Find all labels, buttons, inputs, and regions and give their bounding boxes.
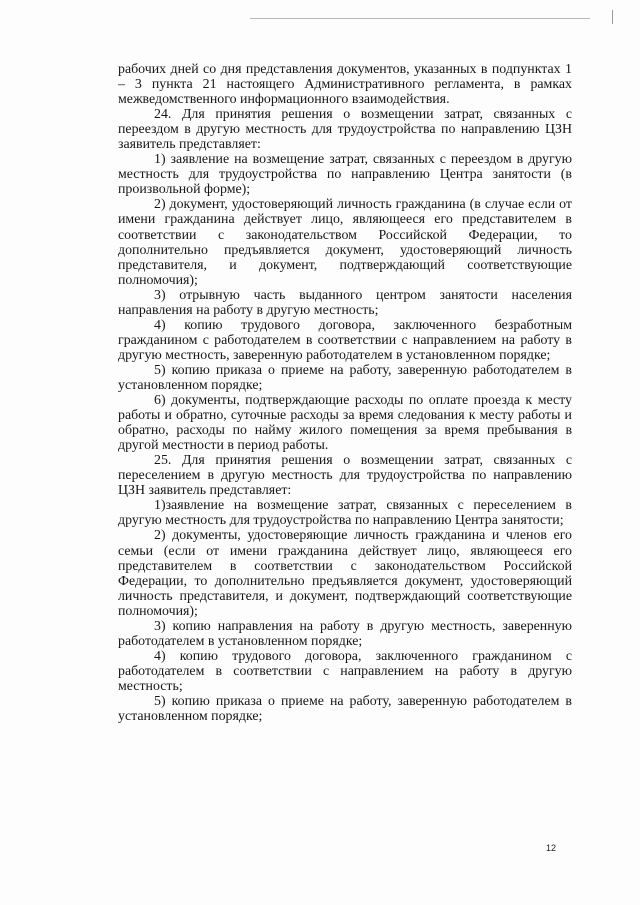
document-body [118,62,572,724]
paragraph-24-1: 1) заявление на возмещение затрат, связанных с переездом в другую местность для трудоустройства по направлению Центра занятости (в произвольной форме); [118,152,572,198]
paragraph-25-4: 4) копию трудового договора, заключенного гражданином с работодателем в соответствии с направлением на работу в другую местность; [118,648,572,694]
paragraph-24-5: 5) копию приказа о приеме на работу, заверенную работодателем в установленном порядке; [118,362,572,393]
page-number: 12 [546,843,557,853]
paragraph-24-6: 6) документы, подтверждающие расходы по оплате проезда к месту работы и обратно, суточные расходы за время следования к месту работы и обратно, расходы по найму жилого помещения за время пребывания в другой местности в период работы. [118,393,572,454]
paragraph-continuation: рабочих дней со дня представления документов, указанных в подпунктах 1 – 3 пункта 21 настоящего Административного регламента, в рамках межведомственного информационного взаимодействия. [118,62,572,108]
paragraph-25-2: 2) документы, удостоверяющие личность гражданина и членов его семьи (если от имени гражданина действует лицо, являющееся его представителем в соответствии с законодательством Российской Федерации, то дополнительно предъявляется документ, удостоверяющий личность представителя, и документ, подтверждающий соответствующие полномочия); [118,528,572,619]
paragraph-item-25: 25. Для принятия решения о возмещении затрат, связанных с переселением в другую местность для трудоустройства по направлению ЦЗН заявитель представляет: [118,453,572,499]
paragraph-24-3: 3) отрывную часть выданного центром занятости населения направления на работу в другую местность; [118,287,572,318]
paragraph-25-5: 5) копию приказа о приеме на работу, заверенную работодателем в установленном порядке; [118,693,572,725]
paragraph-25-1: 1)заявление на возмещение затрат, связанных с переселением в другую местность для трудоустройства по направлению Центра занятости; [118,498,572,529]
paragraph-24-4: 4) копию трудового договора, заключенного безработным гражданином с работодателем в соответствии с направлением на работу в другую местность, заверенную работодателем в установленном порядке; [118,317,572,363]
scan-edge-line [250,18,590,19]
scan-edge-mark [612,10,613,24]
paragraph-24-2: 2) документ, удостоверяющий личность гражданина (в случае если от имени гражданина действует лицо, являющееся его представителем в соответствии с законодательством Российской Федерации, то дополнительно предъявляется документ, удостоверяющий личность представителя, и документ, подтверждающий соответствующие полномочия); [118,197,572,288]
paragraph-25-3: 3) копию направления на работу в другую местность, заверенную работодателем в установленном порядке; [118,618,572,649]
paragraph-item-24: 24. Для принятия решения о возмещении затрат, связанных с переездом в другую местность для трудоустройства по направлению ЦЗН заявитель представляет: [118,107,572,153]
